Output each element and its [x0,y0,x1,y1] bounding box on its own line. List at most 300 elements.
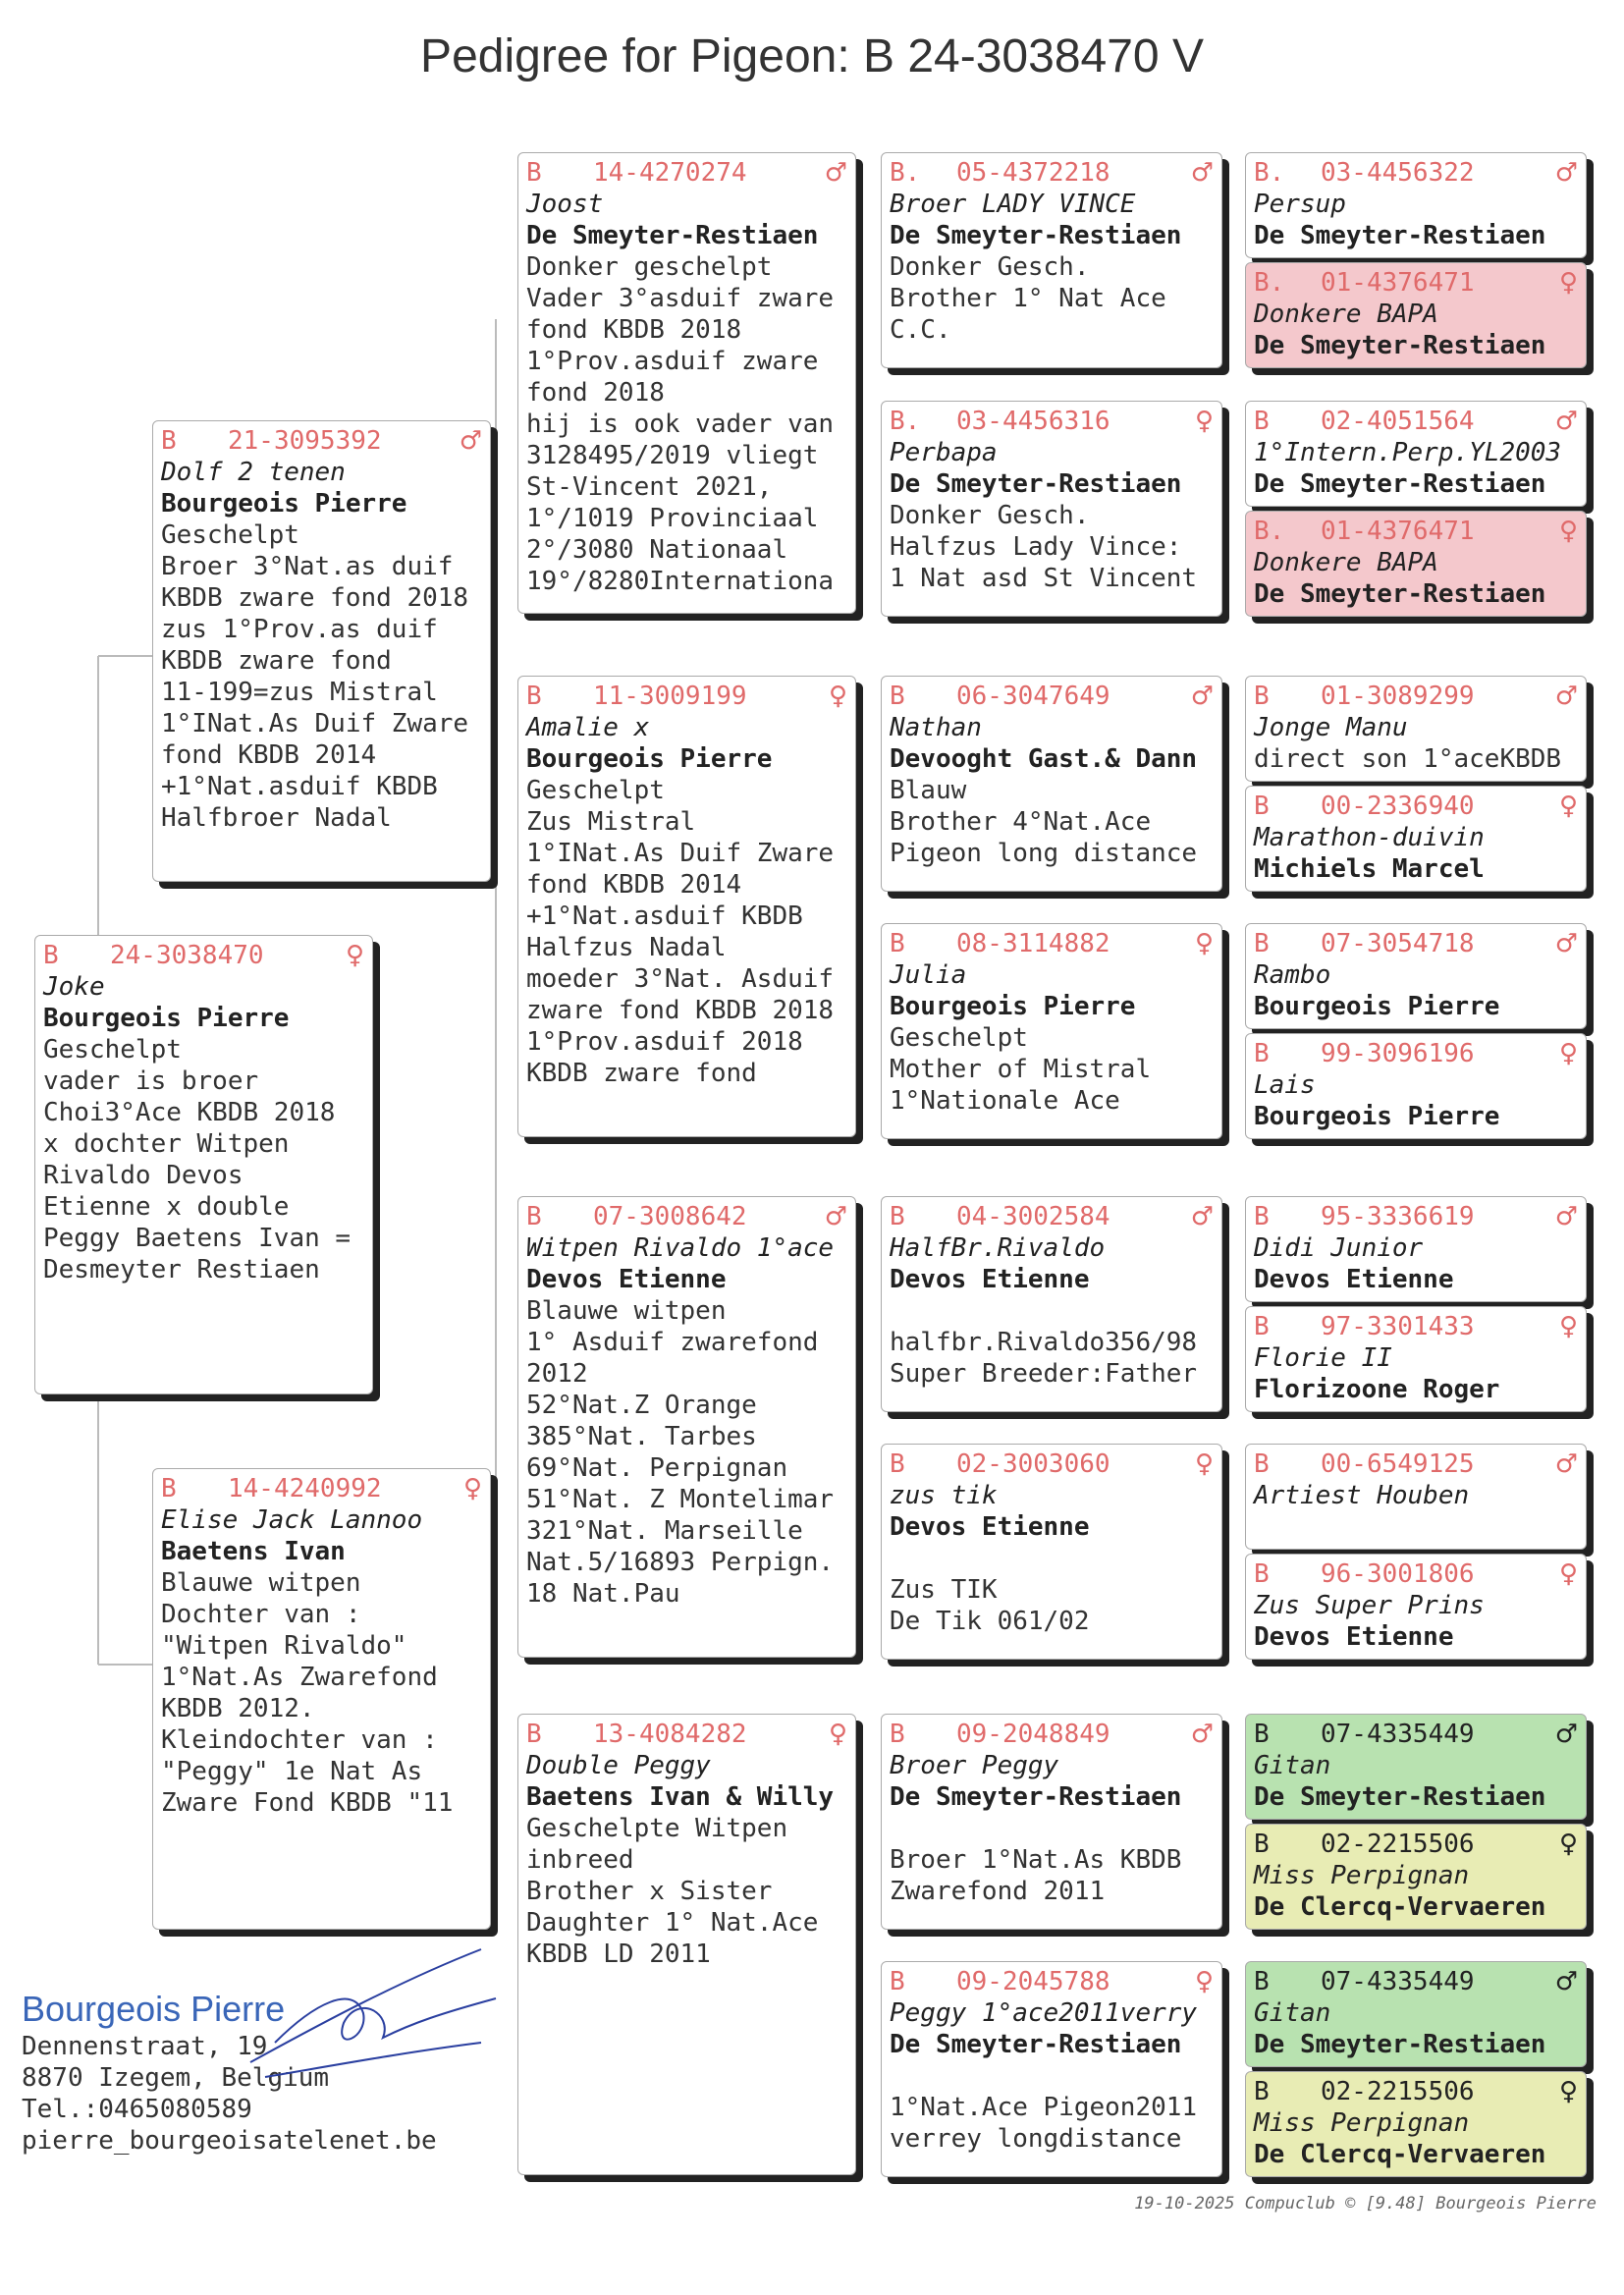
female-icon: ♀ [1558,1039,1578,1068]
female-icon: ♀ [828,1720,847,1749]
pigeon-note: Mother of Mistral [890,1055,1152,1084]
breeder-address: Dennenstraat, 19 [22,2032,268,2061]
pigeon-name: Artiest Houben [1254,1481,1470,1510]
pigeon-header [526,1201,847,1232]
pigeon-name: Witpen Rivaldo 1°ace [526,1233,835,1263]
owner-name: De Smeyter-Restiaen [890,2030,1182,2059]
country-code: B [1254,1559,1270,1589]
page-title: Pedigree for Pigeon: B 24-3038470 V [420,30,1204,82]
pigeon-name: Rambo [1254,960,1331,990]
country-code: B [1254,1830,1270,1859]
country-code: B [890,1449,905,1479]
pigeon-card[interactable] [1245,401,1587,507]
pigeon-header [890,681,1214,712]
pigeon-header [1254,1966,1578,1997]
country-code: B. [1254,517,1285,546]
owner-name: De Smeyter-Restiaen [1254,579,1546,609]
breeder-city: 8870 Izegem, Belgium [22,2063,330,2093]
pigeon-card[interactable] [1245,1444,1587,1550]
country-code: B [1254,792,1270,821]
pigeon-note: Zware Fond KBDB "11 [161,1788,454,1818]
pigeon-note: 1°/1019 Provinciaal [526,504,819,533]
owner-name: Bourgeois Pierre [526,744,773,774]
ring-number: 14-4270274 [593,158,747,188]
pigeon-note: Super Breeder:Father [890,1359,1198,1389]
ring-number: 13-4084282 [593,1720,747,1749]
pigeon-name: HalfBr.Rivaldo [890,1233,1106,1263]
ring-number: 99-3096196 [1321,1039,1475,1068]
male-icon: ♂ [1554,1967,1578,1996]
male-icon: ♂ [1554,1720,1578,1749]
owner-name: Michiels Marcel [1254,854,1485,884]
ring-number: 24-3038470 [110,941,264,970]
female-icon: ♀ [1194,407,1214,436]
owner-name: Bourgeois Pierre [1254,992,1500,1021]
pigeon-note: Geschelpt [43,1035,182,1065]
pigeon-card[interactable] [881,401,1222,617]
pigeon-header [526,681,847,712]
pigeon-header [890,406,1214,437]
male-icon: ♂ [1190,682,1214,711]
pigeon-note: halfbr.Rivaldo356/98 [890,1328,1198,1357]
male-icon: ♂ [1190,1720,1214,1749]
male-icon: ♂ [1554,929,1578,958]
pigeon-header [890,1719,1214,1750]
pigeon-card[interactable] [517,1714,856,2175]
owner-name: Devos Etienne [890,1265,1090,1294]
pigeon-note: 2012 [526,1359,588,1389]
ring-number: 96-3001806 [1321,1559,1475,1589]
pigeon-name: Broer Peggy [890,1751,1059,1780]
pigeon-name: Jonge Manu [1254,713,1408,742]
ring-number: 97-3301433 [1321,1312,1475,1341]
pigeon-card[interactable] [34,935,373,1394]
ring-number: 95-3336619 [1321,1202,1475,1231]
female-icon: ♀ [1558,517,1578,546]
pigeon-note: 2°/3080 Nationaal [526,535,788,565]
pigeon-name: Dolf 2 tenen [161,458,346,487]
pigeon-card[interactable] [1245,1824,1587,1930]
country-code: B. [1254,268,1285,298]
pigeon-note: Dochter van : [161,1600,361,1629]
pigeon-note: "Witpen Rivaldo" [161,1631,407,1661]
pigeon-header [1254,681,1578,712]
pigeon-name: Amalie x [526,713,650,742]
pigeon-card[interactable] [1245,1554,1587,1660]
pigeon-name: Joke [43,972,105,1002]
breeder-name: Bourgeois Pierre [22,1989,286,2029]
country-code: B [1254,1720,1270,1749]
pigeon-note: 18 Nat.Pau [526,1579,680,1609]
pigeon-card[interactable] [1245,923,1587,1029]
female-icon: ♀ [462,1474,482,1503]
pigeon-note: 52°Nat.Z Orange [526,1391,757,1420]
owner-name: De Smeyter-Restiaen [1254,469,1546,499]
pigeon-note: Zus TIK [890,1575,998,1605]
country-code: B. [1254,158,1285,188]
pigeon-note: 1°INat.As Duif Zware [526,839,835,868]
pigeon-card[interactable] [517,676,856,1137]
pigeon-note: zus 1°Prov.as duif [161,615,438,644]
pigeon-note: Donker Gesch. [890,501,1090,530]
ring-number: 02-4051564 [1321,407,1475,436]
owner-name: Baetens Ivan & Willy [526,1782,835,1812]
ring-number: 07-3054718 [1321,929,1475,958]
pigeon-note: Geschelpt [526,776,665,805]
owner-name: De Smeyter-Restiaen [890,1782,1182,1812]
country-code: B [526,1202,542,1231]
male-icon: ♂ [1554,407,1578,436]
pigeon-note: Brother 1° Nat Ace [890,284,1166,313]
pigeon-header [1254,928,1578,959]
pigeon-note: Geschelpt [161,520,299,550]
ring-number: 09-2045788 [956,1967,1110,1996]
male-icon: ♂ [459,426,482,456]
owner-name: direct son 1°aceKBDB [1254,744,1562,774]
pigeon-note [890,1295,1214,1327]
pigeon-note: fond KBDB 2018 [526,315,742,345]
owner-name: De Smeyter-Restiaen [526,221,819,250]
female-icon: ♀ [1194,929,1214,958]
pigeon-note: Nat.5/16893 Perpign. [526,1548,835,1577]
pigeon-card[interactable] [1245,152,1587,258]
pigeon-note: 385°Nat. Tarbes [526,1422,757,1451]
country-code: B [1254,929,1270,958]
pigeon-note [890,1543,1214,1574]
pigeon-name: Double Peggy [526,1751,711,1780]
pigeon-note: KBDB zware fond [526,1059,757,1088]
pigeon-card[interactable] [1245,262,1587,368]
pigeon-card[interactable] [517,1196,856,1658]
pigeon-note: 1°Nat.As Zwarefond [161,1663,438,1692]
pigeon-note: Blauwe witpen [161,1568,361,1598]
pigeon-card[interactable] [1245,1196,1587,1302]
pigeon-header [1254,516,1578,547]
pigeon-note: Blauwe witpen [526,1296,727,1326]
pigeon-header [1254,1201,1578,1232]
ring-number: 06-3047649 [956,682,1110,711]
pigeon-card[interactable] [1245,1714,1587,1820]
male-icon: ♂ [1554,1449,1578,1479]
ring-number: 07-4335449 [1321,1967,1475,1996]
pigeon-name: Donkere BAPA [1254,300,1438,329]
owner-name: Devos Etienne [890,1512,1090,1542]
ring-number: 03-4456316 [956,407,1110,436]
pigeon-name: Peggy 1°ace2011verry [890,1998,1198,2028]
pigeon-name: Perbapa [890,438,998,467]
male-icon: ♂ [824,1202,847,1231]
pigeon-note: 19°/8280Internationa [526,567,835,596]
pigeon-note: Donker geschelpt [526,252,773,282]
pigeon-note: KBDB zware fond [161,646,392,676]
ring-number: 14-4240992 [228,1474,382,1503]
female-icon: ♀ [345,941,364,970]
pigeon-card[interactable] [152,1468,491,1930]
country-code: B [1254,1449,1270,1479]
pigeon-note: 1°Nationale Ace [890,1086,1120,1116]
pigeon-card[interactable] [1245,2071,1587,2177]
pigeon-note: De Tik 061/02 [890,1607,1090,1636]
pigeon-note: Halfzus Nadal [526,933,727,962]
pigeon-card[interactable] [881,152,1222,368]
pigeon-note: x dochter Witpen [43,1129,290,1159]
female-icon: ♀ [1558,792,1578,821]
pigeon-name: zus tik [890,1481,998,1510]
pigeon-header [890,157,1214,189]
pigeon-note: Vader 3°asduif zware [526,284,835,313]
male-icon: ♂ [824,158,847,188]
pigeon-header [1254,1311,1578,1342]
pigeon-header [1254,406,1578,437]
pigeon-name: Didi Junior [1254,1233,1424,1263]
country-code: B [1254,407,1270,436]
pigeon-header [43,940,364,971]
country-code: B [43,941,59,970]
pigeon-card[interactable] [1245,1033,1587,1139]
country-code: B [1254,2077,1270,2106]
pigeon-header [1254,1038,1578,1069]
pigeon-note: Halfzus Lady Vince: [890,532,1182,562]
owner-name: Bourgeois Pierre [43,1004,290,1033]
male-icon: ♂ [1190,1202,1214,1231]
pigeon-name: Florie II [1254,1343,1392,1373]
owner-name: De Smeyter-Restiaen [1254,2030,1546,2059]
pigeon-name: Donkere BAPA [1254,548,1438,577]
male-icon: ♂ [1554,682,1578,711]
country-code: B [526,158,542,188]
country-code: B [1254,1039,1270,1068]
ring-number: 09-2048849 [956,1720,1110,1749]
pigeon-card[interactable] [1245,676,1587,782]
pigeon-note: St-Vincent 2021, [526,472,773,502]
pigeon-note: Geschelpt [890,1023,1028,1053]
country-code: B [1254,1202,1270,1231]
pigeon-note: 321°Nat. Marseille [526,1516,803,1546]
female-icon: ♀ [1194,1449,1214,1479]
owner-name: Baetens Ivan [161,1537,346,1566]
pigeon-card[interactable] [517,152,856,614]
owner-name: Bourgeois Pierre [890,992,1136,1021]
pigeon-name: Zus Super Prins [1254,1591,1485,1620]
pigeon-note: zware fond KBDB 2018 [526,996,835,1025]
pigeon-card[interactable] [881,1714,1222,1930]
pigeon-note: Brother x Sister [526,1877,773,1906]
owner-name: Devos Etienne [1254,1622,1454,1652]
ring-number: 08-3114882 [956,929,1110,958]
owner-name: De Smeyter-Restiaen [890,221,1182,250]
female-icon: ♀ [1194,1967,1214,1996]
owner-name: De Smeyter-Restiaen [890,469,1182,499]
country-code: B [1254,1967,1270,1996]
pigeon-card[interactable] [1245,511,1587,617]
male-icon: ♂ [1190,158,1214,188]
pigeon-name: Marathon-duivin [1254,823,1485,852]
breeder-email: pierre_bourgeoisatelenet.be [22,2126,437,2156]
owner-name: De Smeyter-Restiaen [1254,221,1546,250]
country-code: B [161,1474,177,1503]
ring-number: 01-4376471 [1321,268,1475,298]
pigeon-header [890,1448,1214,1480]
pigeon-note: Blauw [890,776,967,805]
male-icon: ♂ [1554,158,1578,188]
pigeon-header [1254,1829,1578,1860]
pigeon-note: Donker Gesch. [890,252,1090,282]
pigeon-note: "Peggy" 1e Nat As [161,1757,423,1786]
pigeon-note: fond 2018 [526,378,665,408]
owner-name: Devooght Gast.& Dann [890,744,1198,774]
country-code: B [890,1202,905,1231]
ring-number: 02-2215506 [1321,2077,1475,2106]
pigeon-name: Nathan [890,713,982,742]
ring-number: 21-3095392 [228,426,382,456]
female-icon: ♀ [1558,1312,1578,1341]
pigeon-note: Pigeon long distance [890,839,1198,868]
pigeon-header [1254,157,1578,189]
pigeon-note: 3128495/2019 vliegt [526,441,819,470]
pigeon-note: Etienne x double [43,1192,290,1222]
owner-name: De Smeyter-Restiaen [1254,1782,1546,1812]
pigeon-card[interactable] [152,420,491,882]
pigeon-name: Lais [1254,1070,1316,1100]
country-code: B [1254,1312,1270,1341]
pigeon-note: +1°Nat.asduif KBDB [526,902,803,931]
pigeon-name: Broer LADY VINCE [890,190,1136,219]
pigeon-note: C.C. [890,315,951,345]
pigeon-note: 51°Nat. Z Montelimar [526,1485,835,1514]
owner-name: De Clercq-Vervaeren [1254,2140,1546,2169]
pigeon-note: 1°Nat.Ace Pigeon2011 [890,2093,1198,2122]
female-icon: ♀ [828,682,847,711]
pigeon-card[interactable] [881,676,1222,892]
country-code: B [1254,682,1270,711]
pigeon-note: Desmeyter Restiaen [43,1255,320,1284]
pigeon-note: Broer 3°Nat.as duif [161,552,454,581]
pigeon-name: Persup [1254,190,1346,219]
pigeon-header [1254,2076,1578,2107]
pigeon-card[interactable] [1245,1961,1587,2067]
ring-number: 01-3089299 [1321,682,1475,711]
pigeon-note: hij is ook vader van [526,410,835,439]
country-code: B. [890,407,921,436]
pigeon-header [161,1473,482,1504]
ring-number: 07-3008642 [593,1202,747,1231]
ring-number: 00-2336940 [1321,792,1475,821]
country-code: B [890,1967,905,1996]
pigeon-note: Zwarefond 2011 [890,1877,1106,1906]
country-code: B [161,426,177,456]
pigeon-name: Joost [526,190,604,219]
pigeon-card[interactable] [881,923,1222,1139]
owner-name: De Smeyter-Restiaen [1254,331,1546,360]
owner-name: De Clercq-Vervaeren [1254,1892,1546,1922]
pigeon-header [1254,1719,1578,1750]
female-icon: ♀ [1558,1830,1578,1859]
ring-number: 00-6549125 [1321,1449,1475,1479]
pigeon-note: 1°INat.As Duif Zware [161,709,469,738]
pigeon-note: KBDB LD 2011 [526,1940,711,1969]
country-code: B [526,1720,542,1749]
pigeon-note [890,1813,1214,1844]
female-icon: ♀ [1558,2077,1578,2106]
country-code: B. [890,158,921,188]
pigeon-card[interactable] [881,1961,1222,2177]
ring-number: 01-4376471 [1321,517,1475,546]
country-code: B [526,682,542,711]
pigeon-header [890,1966,1214,1997]
country-code: B [890,929,905,958]
pigeon-name: Elise Jack Lannoo [161,1505,423,1535]
pigeon-note: Daughter 1° Nat.Ace [526,1908,819,1938]
pigeon-header [526,1719,847,1750]
pigeon-header [890,928,1214,959]
pigeon-note: +1°Nat.asduif KBDB [161,772,438,801]
pigeon-note: fond KBDB 2014 [161,740,377,770]
pigeon-note: 69°Nat. Perpignan [526,1453,788,1483]
pigeon-note: inbreed [526,1845,634,1875]
pigeon-header [1254,791,1578,822]
pigeon-header [161,425,482,457]
pigeon-note: 1°Prov.asduif zware [526,347,819,376]
pigeon-header [1254,1448,1578,1480]
ring-number: 05-4372218 [956,158,1110,188]
pigeon-note: 1°Prov.asduif 2018 [526,1027,803,1057]
female-icon: ♀ [1558,1559,1578,1589]
country-code: B [890,682,905,711]
ring-number: 02-3003060 [956,1449,1110,1479]
pigeon-note: vader is broer [43,1066,259,1096]
pigeon-note: Choi3°Ace KBDB 2018 [43,1098,336,1127]
pigeon-card[interactable] [1245,786,1587,892]
pigeon-note: Brother 4°Nat.Ace [890,807,1152,837]
pigeon-name: Gitan [1254,1998,1331,2028]
signature-image [245,1944,511,2092]
owner-name: Bourgeois Pierre [161,489,407,519]
pigeon-note: Broer 1°Nat.As KBDB [890,1845,1182,1875]
pigeon-note: moeder 3°Nat. Asduif [526,964,835,994]
pigeon-card[interactable] [881,1196,1222,1412]
pigeon-header [1254,1558,1578,1590]
pigeon-note: 1 Nat asd St Vincent [890,564,1198,593]
pigeon-note: Zus Mistral [526,807,696,837]
pigeon-note [890,2060,1214,2092]
pigeon-header [890,1201,1214,1232]
country-code: B [890,1720,905,1749]
owner-name: Devos Etienne [526,1265,727,1294]
pigeon-card[interactable] [881,1444,1222,1660]
owner-name: Florizoone Roger [1254,1375,1500,1404]
female-icon: ♀ [1558,268,1578,298]
breeder-phone: Tel.:0465080589 [22,2095,252,2124]
pigeon-note: 1° Asduif zwarefond [526,1328,819,1357]
pigeon-note: Halfbroer Nadal [161,803,392,833]
ring-number: 04-3002584 [956,1202,1110,1231]
pigeon-note: fond KBDB 2014 [526,870,742,900]
pigeon-name: Miss Perpignan [1254,1861,1470,1890]
pigeon-name: Gitan [1254,1751,1331,1780]
pigeon-note: verrey longdistance [890,2124,1182,2154]
owner-name: Devos Etienne [1254,1265,1454,1294]
ring-number: 11-3009199 [593,682,747,711]
pigeon-note: 11-199=zus Mistral [161,678,438,707]
pigeon-header [526,157,847,189]
pigeon-note: Geschelpte Witpen [526,1814,788,1843]
pigeon-name: 1°Intern.Perp.YL2003 [1254,438,1562,467]
pigeon-note: Peggy Baetens Ivan = [43,1224,352,1253]
pigeon-header [1254,267,1578,299]
pigeon-card[interactable] [1245,1306,1587,1412]
pigeon-note: Kleindochter van : [161,1725,438,1755]
footer-credit: 19-10-2025 Compuclub © [9.48] Bourgeois Pierre [1134,2194,1597,2213]
